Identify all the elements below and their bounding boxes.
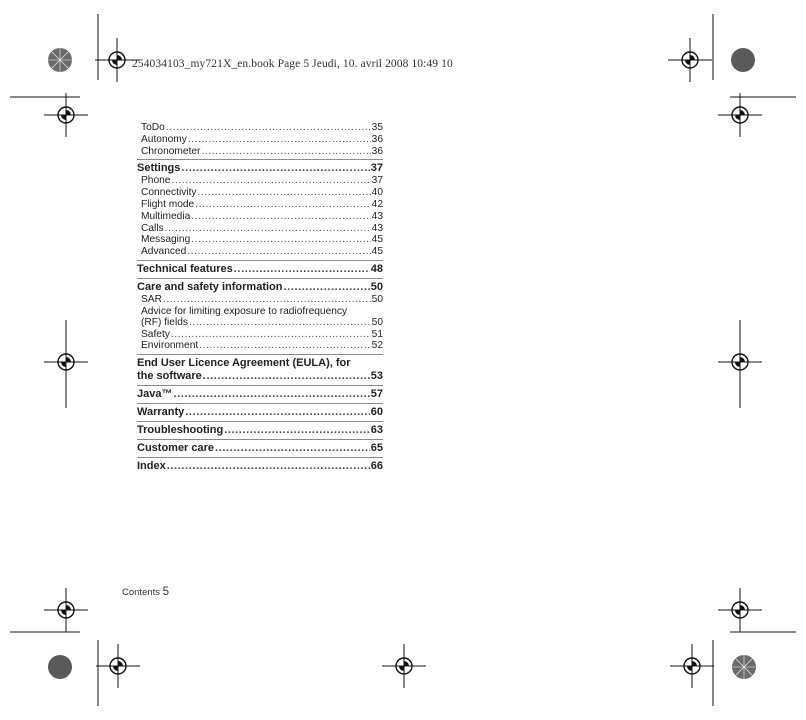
toc-section[interactable]: Customer care ..... 65 (137, 439, 383, 455)
toc-section[interactable]: Troubleshooting ..... 63 (137, 421, 383, 437)
toc-entry[interactable]: Autonomy ..... 36 (137, 134, 383, 146)
footer-section-label: Contents (122, 587, 161, 598)
toc-entry[interactable]: Multimedia ..... 43 (137, 211, 383, 223)
table-of-contents (137, 122, 383, 473)
toc-entry[interactable]: Advanced ..... 45 (137, 246, 383, 258)
toc-entry[interactable]: ToDo ..... 35 (137, 122, 383, 134)
toc-section[interactable]: Settings ..... 37 (137, 159, 383, 175)
page-number: 5 (162, 586, 170, 598)
toc-section[interactable]: Warranty ..... 60 (137, 403, 383, 419)
toc-section[interactable]: Care and safety information ..... 50 (137, 278, 383, 294)
toc-entry[interactable]: Chronometer ..... 36 (137, 146, 383, 158)
print-header: 254034103_my721X_en.book Page 5 Jeudi, 10. avril 2008 10:49 10 (132, 58, 453, 70)
toc-section[interactable]: Technical features ..... 48 (137, 260, 383, 276)
toc-section[interactable]: Java™ ..... 57 (137, 385, 383, 401)
toc-entry[interactable]: Advice for limiting exposure to radiofrequency (141, 305, 348, 317)
toc-entry[interactable]: Connectivity ..... 40 (137, 187, 383, 199)
toc-entry[interactable]: Calls ..... 43 (137, 223, 383, 235)
toc-entry[interactable]: SAR ..... 50 (137, 294, 383, 306)
toc-section[interactable]: End User Licence Agreement (EULA), for (137, 354, 383, 370)
toc-section[interactable]: Index ..... 66 (137, 457, 383, 473)
toc-entry[interactable]: Environment ..... 52 (137, 340, 383, 352)
toc-entry[interactable]: Safety ..... 51 (137, 329, 383, 341)
toc-entry[interactable]: Flight mode ..... 42 (137, 199, 383, 211)
toc-section-continued[interactable]: the software ..... 53 (137, 370, 383, 383)
toc-entry-continued[interactable]: (RF) fields ..... 50 (137, 317, 383, 329)
toc-entry[interactable]: Messaging ..... 45 (137, 234, 383, 246)
page-footer (122, 586, 169, 598)
toc-entry[interactable]: Phone ..... 37 (137, 175, 383, 187)
